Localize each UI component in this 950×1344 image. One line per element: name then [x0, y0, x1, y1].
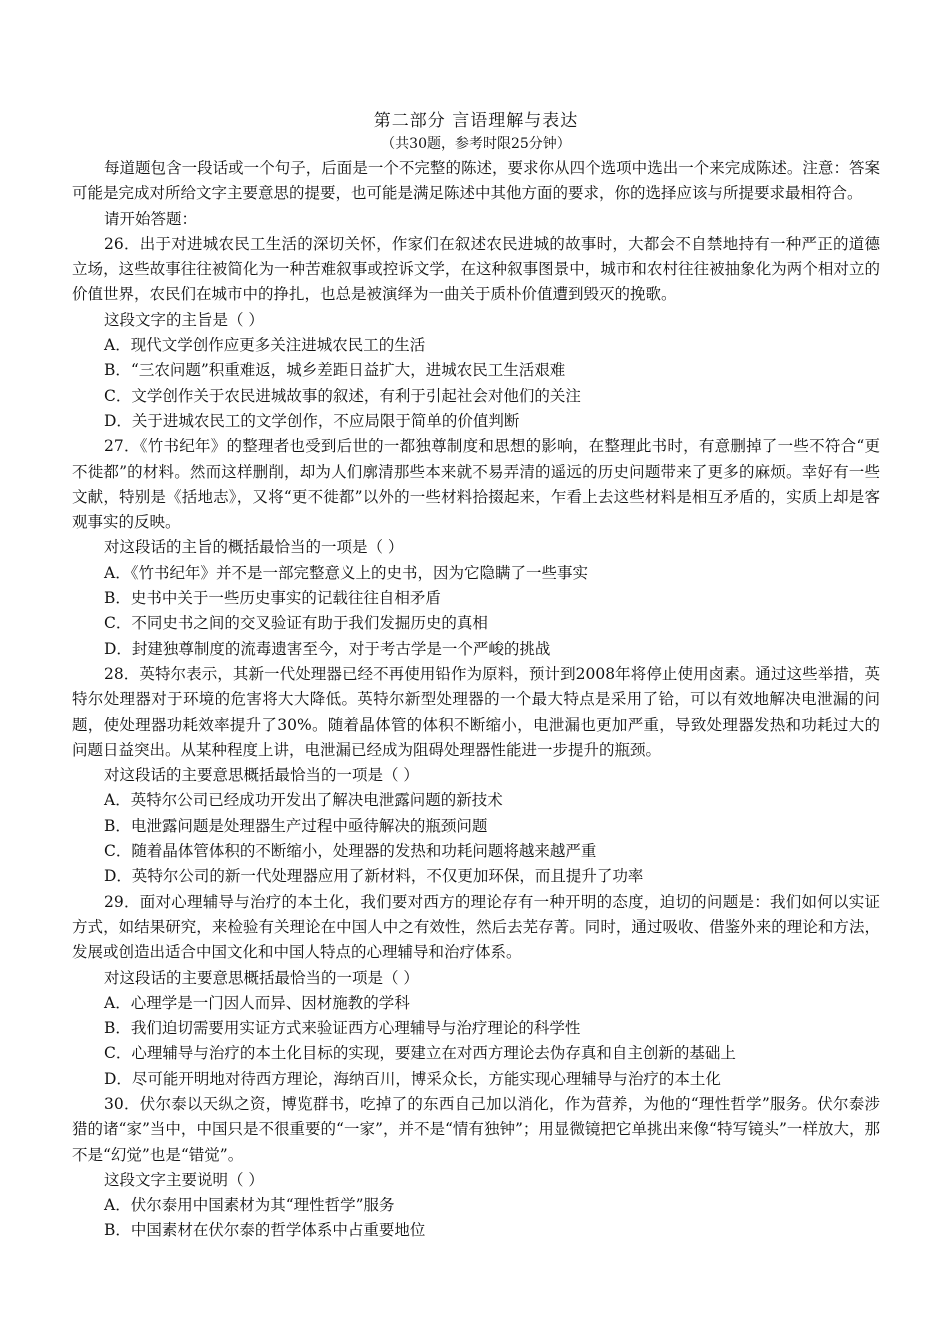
option-b: B．史书中关于一些历史事实的记载往往自相矛盾 [104, 589, 441, 608]
option-d: D．关于进城农民工的文学创作，不应局限于简单的价值判断 [104, 411, 520, 430]
section-subtitle: （共30题，参考时限25分钟） [381, 136, 571, 152]
start-prompt: 请开始答题： [104, 209, 198, 228]
question-26 [72, 232, 880, 434]
question-stem: 对这段话的主要意思概括最恰当的一项是（ ） [104, 968, 419, 987]
option-d: D．英特尔公司的新一代处理器应用了新材料，不仅更加环保，而且提升了功率 [104, 867, 644, 886]
instructions-paragraph: 每道题包含一段话或一个句子，后面是一个不完整的陈述，要求你从四个选项中选出一个来完成陈述。注意：答案可能是完成对所给文字主要意思的提要，也可能是满足陈述中其他方面的要求，你的选择应该与所提要求最相符合。 [72, 159, 880, 203]
question-29 [72, 890, 880, 1092]
question-28 [72, 662, 880, 890]
question-text: 30．伏尔泰以天纵之资，博览群书，吃掉了的东西自己加以消化，作为营养，为他的“理性哲学”服务。伏尔泰涉猎的诸“家”当中，中国只是不很重要的“一家”，并不是“情有独钟”；用显微镜把它单挑出来像“特写镜头”一样放大，那不是“幻觉”也是“错觉”。 [72, 1094, 880, 1164]
question-text: 27．《竹书纪年》的整理者也受到后世的一都独尊制度和思想的影响，在整理此书时，有意删掉了一些不符合“更不徙都”的材料。然而这样删削，却为人们廓清那些本来就不易弄清的遥远的历史问题带来了更多的麻烦。幸好有一些文献，特别是《括地志》，又将“更不徙都”以外的一些材料拾掇起来，乍看上去这些材料是相互矛盾的，实质上却是客观事实的反映。 [72, 437, 880, 532]
document-page [72, 108, 880, 1244]
question-27 [72, 434, 880, 662]
option-d: D．封建独尊制度的流毒遗害至今，对于考古学是一个严峻的挑战 [104, 639, 551, 658]
option-c: C．随着晶体管体积的不断缩小，处理器的发热和功耗问题将越来越严重 [104, 842, 597, 861]
option-a: A．心理学是一门因人而异、因材施教的学科 [104, 993, 410, 1012]
option-c: C．心理辅导与治疗的本土化目标的实现，要建立在对西方理论去伪存真和自主创新的基础上 [104, 1044, 736, 1063]
question-text: 26．出于对进城农民工生活的深切关怀，作家们在叙述农民进城的故事时，大都会不自禁地持有一种严正的道德立场，这些故事往往被简化为一种苦难叙事或控诉文学，在这种叙事图景中，城市和农村往往被抽象化为两个相对立的价值世界，农民们在城市中的挣扎，也总是被演绎为一曲关于质朴价值遭到毁灭的挽歌。 [72, 234, 880, 304]
option-b: B．“三农问题”积重难返，城乡差距日益扩大，进城农民工生活艰难 [104, 361, 566, 380]
option-c: C．不同史书之间的交叉验证有助于我们发掘历史的真相 [104, 614, 488, 633]
question-text: 28．英特尔表示，其新一代处理器已经不再使用铅作为原料，预计到2008年将停止使用卤素。通过这些举措，英特尔处理器对于环境的危害将大大降低。英特尔新型处理器的一个最大特点是采用了铪，可以有效地解决电泄漏的问题，使处理器功耗效率提升了30%。随着晶体管的体积不断缩小，电泄漏也更加严重，导致处理器发热和功耗过大的问题日益突出。从某种程度上讲，电泄漏已经成为阻碍处理器性能进一步提升的瓶颈。 [72, 664, 880, 759]
option-a: A．伏尔泰用中国素材为其“理性哲学”服务 [104, 1196, 395, 1215]
option-a: A．英特尔公司已经成功开发出了解决电泄露问题的新技术 [104, 791, 503, 810]
option-b: B．我们迫切需要用实证方式来验证西方心理辅导与治疗理论的科学性 [104, 1019, 581, 1038]
option-b: B．中国素材在伏尔泰的哲学体系中占重要地位 [104, 1221, 426, 1240]
question-30 [72, 1092, 880, 1244]
question-stem: 这段文字的主旨是（ ） [104, 310, 264, 329]
option-c: C．文学创作关于农民进城故事的叙述，有利于引起社会对他们的关注 [104, 386, 581, 405]
question-stem: 对这段话的主旨的概括最恰当的一项是（ ） [104, 538, 404, 557]
option-a: A．《竹书纪年》并不是一部完整意义上的史书，因为它隐瞒了一些事实 [104, 563, 588, 582]
option-a: A．现代文学创作应更多关注进城农民工的生活 [104, 336, 426, 355]
question-stem: 这段文字主要说明（ ） [104, 1170, 264, 1189]
option-d: D．尽可能开明地对待西方理论，海纳百川，博采众长，方能实现心理辅导与治疗的本土化 [104, 1069, 721, 1088]
question-stem: 对这段话的主要意思概括最恰当的一项是（ ） [104, 766, 419, 785]
question-text: 29．面对心理辅导与治疗的本土化，我们要对西方的理论存有一种开明的态度，迫切的问题是：我们如何以实证方式，如结果研究，来检验有关理论在中国人中之有效性，然后去芜存菁。同时，通过吸收、借鉴外来的理论和方法，发展或创造出适合中国文化和中国人特点的心理辅导和治疗体系。 [72, 892, 880, 962]
section-title: 第二部分 言语理解与表达 [373, 111, 579, 131]
option-b: B．电泄露问题是处理器生产过程中亟待解决的瓶颈问题 [104, 816, 488, 835]
